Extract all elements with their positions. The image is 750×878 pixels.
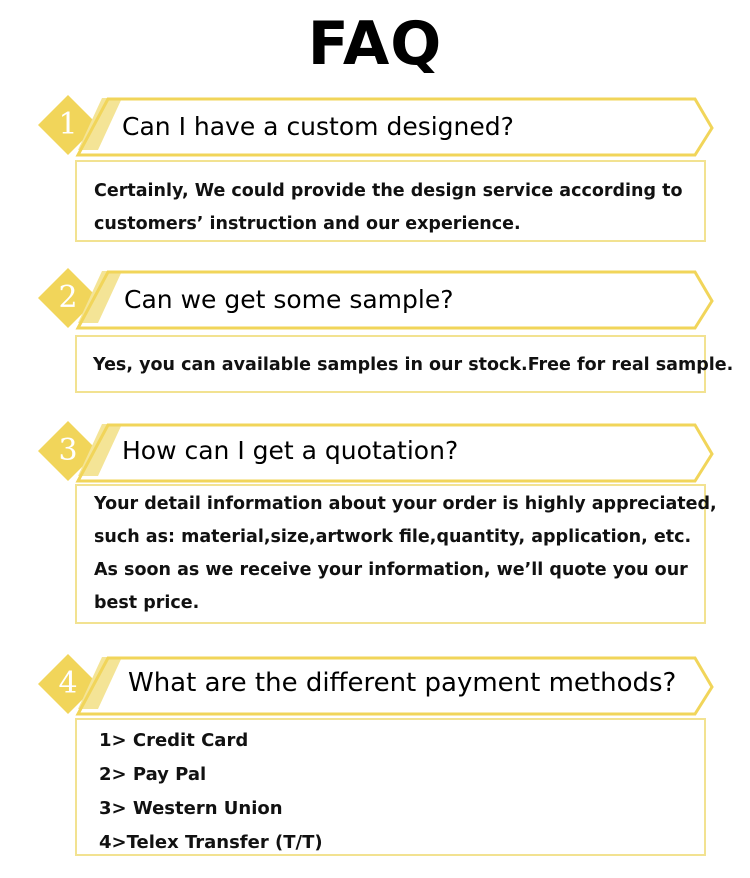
answer-line: Yes, you can available samples in our stock.Free for real sample.: [93, 355, 734, 375]
question-text: How can I get a quotation?: [122, 436, 459, 465]
page-title: FAQ: [307, 9, 443, 79]
payment-method-item: 2> Pay Pal: [99, 764, 207, 785]
faq-item-4: [0, 651, 750, 856]
faq-item-3: [0, 418, 750, 624]
answer-box: [75, 484, 717, 624]
question-number: 2: [58, 280, 78, 315]
payment-method-item: 3> Western Union: [99, 798, 283, 819]
question-text: Can we get some sample?: [124, 285, 454, 314]
answer-box: [75, 160, 706, 242]
answer-box: [75, 718, 706, 856]
answer-line: such as: material,size,artwork file,quantity, application, etc.: [94, 527, 692, 547]
question-text: Can I have a custom designed?: [122, 112, 514, 141]
question-number: 3: [58, 433, 78, 468]
answer-line: As soon as we receive your information, we’ll quote you our: [94, 560, 688, 580]
question-number: 4: [58, 666, 78, 701]
answer-line: best price.: [94, 593, 200, 613]
question-text: What are the different payment methods?: [128, 668, 677, 698]
answer-line: customers’ instruction and our experience.: [94, 214, 521, 234]
payment-method-item: 1> Credit Card: [99, 730, 249, 751]
answer-line: Certainly, We could provide the design service according to: [94, 181, 683, 201]
answer-box: [75, 335, 734, 393]
faq-item-1: [0, 92, 750, 242]
payment-method-item: 4>Telex Transfer (T/T): [99, 832, 323, 853]
faq-item-2: [0, 265, 750, 393]
answer-line: Your detail information about your order is highly appreciated,: [94, 494, 717, 514]
question-number: 1: [58, 107, 78, 142]
